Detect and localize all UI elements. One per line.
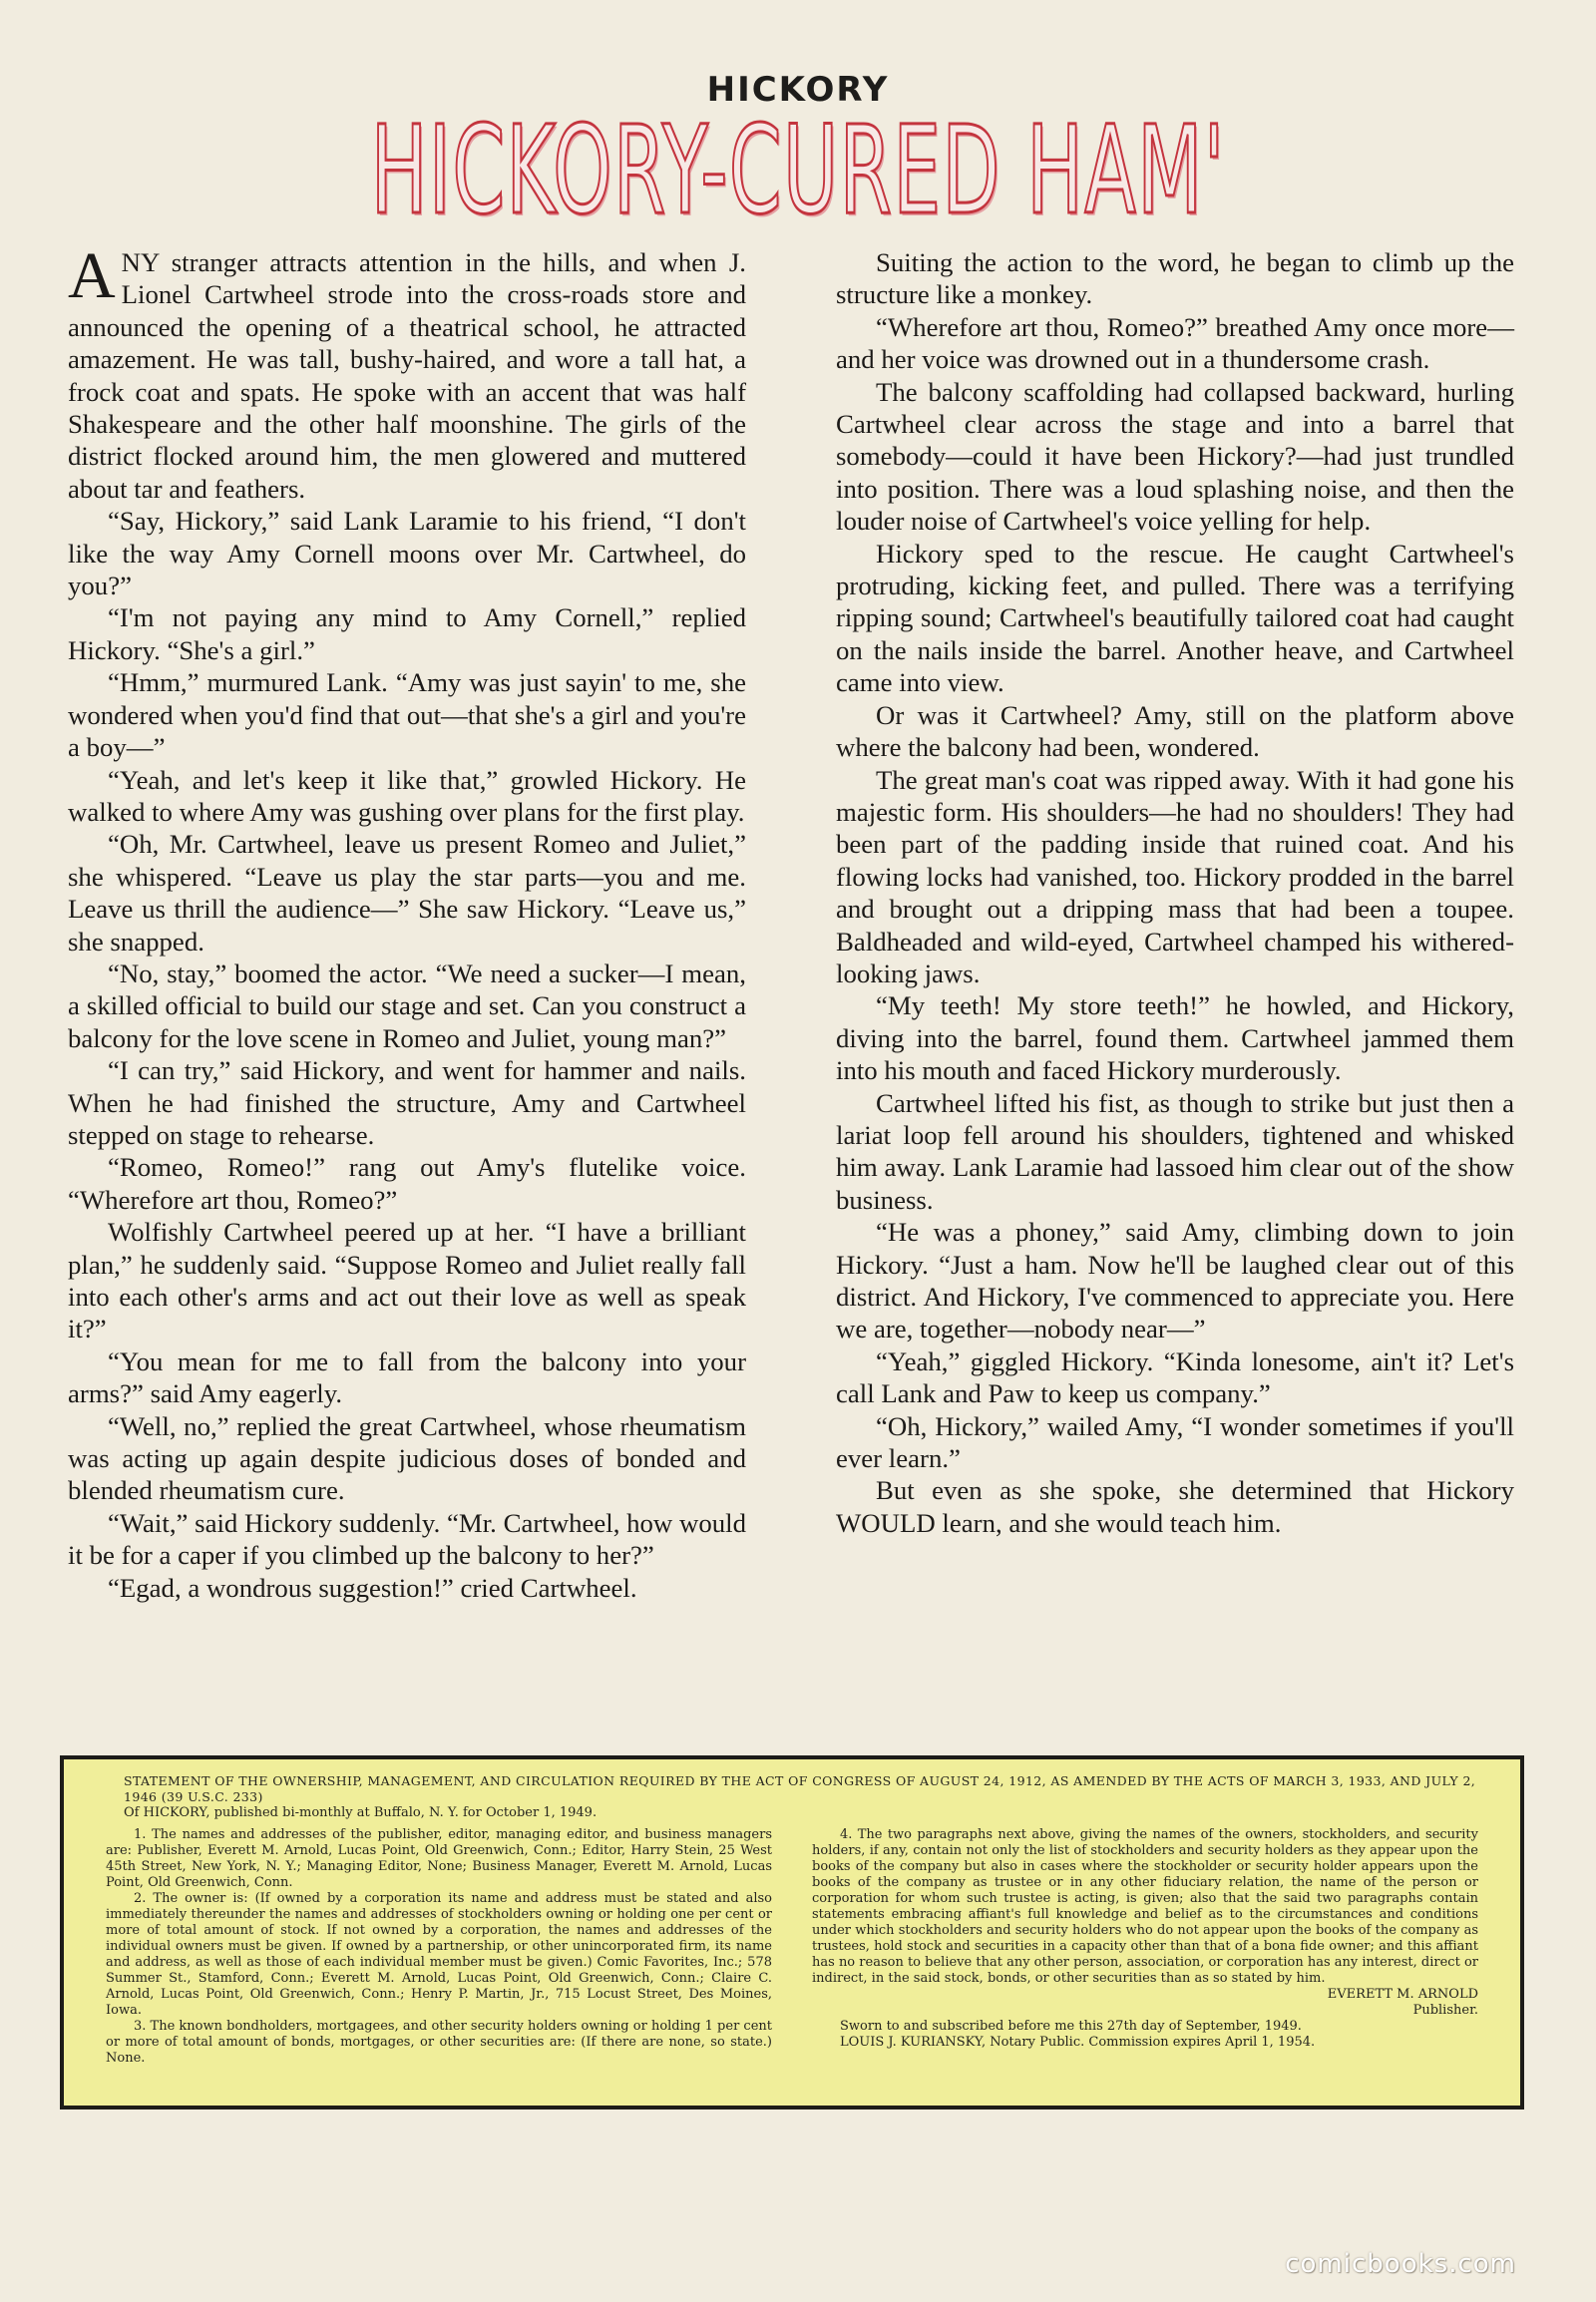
story-paragraph: “Yeah, and let's keep it like that,” growled Hickory. He walked to where Amy was gushing over plans for the first play. — [68, 764, 746, 827]
statement-paragraph: 1. The names and addresses of the publisher, editor, managing editor, and business managers are: Publisher, Everett M. Arnold, Lucas Point, Old Greenwich, Conn.; Editor, Harry Stein, 25 West 45th Street, New York, N. Y.; Managing Editor, None; Business Manager, Everett M. Arnold, Lucas Point, Old Greenwich, Conn. — [106, 1827, 772, 1890]
story-paragraph: “Wherefore art thou, Romeo?” breathed Amy once more—and her voice was drowned out in a thundersome crash. — [836, 311, 1514, 375]
story-paragraph: Hickory sped to the rescue. He caught Cartwheel's protruding, kicking feet, and pulled. There was a terrifying ripping sound; Cartwheel's beautifully tailored coat had caught on the nails inside the barrel. Another heave, and Cartwheel came into view. — [836, 538, 1514, 698]
story-paragraph: “Egad, a wondrous suggestion!” cried Cartwheel. — [108, 1572, 637, 1603]
story-paragraph: “Oh, Hickory,” wailed Amy, “I wonder sometimes if you'll ever learn.” — [836, 1410, 1514, 1474]
story-paragraph: Or was it Cartwheel? Amy, still on the platform above where the balcony had been, wondered. — [836, 699, 1514, 763]
story-paragraph: “Romeo, Romeo!” rang out Amy's flutelike voice. “Wherefore art thou, Romeo?” — [68, 1152, 746, 1215]
statement-column-left — [106, 1827, 772, 2067]
drop-cap: A — [68, 239, 116, 312]
story-paragraph: Cartwheel lifted his fist, as though to strike but just then a lariat loop fell around his shoulders, tightened and whisked him away. Lank Laramie had lassoed him clear out of the show business. — [836, 1087, 1514, 1215]
ownership-statement-box — [60, 1755, 1524, 2110]
story-paragraph: “Yeah,” giggled Hickory. “Kinda lonesome, ain't it? Let's call Lank and Paw to keep us company.” — [836, 1345, 1514, 1409]
story-paragraph: “No, stay,” boomed the actor. “We need a sucker—I mean, a skilled official to build our stage and set. Can you construct a balcony for the love scene in Romeo and Juliet, young man?” — [68, 958, 746, 1053]
statement-paragraph: 3. The known bondholders, mortgagees, and other security holders owning or holding 1 per cent or more of total amount of bonds, mortgages, or other securities are: (If there are none, so state.) None. — [106, 2019, 772, 2066]
story-title: HICKORY-CURED HAM' — [370, 100, 1226, 241]
story-paragraph: ANY stranger attracts attention in the hills, and when J. Lionel Cartwheel strode into the cross-roads store and announced the opening of a theatrical school, he attracted amazement. He was tall, bushy-haired, and wore a tall hat, a frock coat and spats. He spoke with an accent that was half Shakespeare and the other half moonshine. The girls of the district flocked around him, the men glowered and muttered about tar and feathers. — [68, 239, 746, 504]
statement-paragraph: 2. The owner is: (If owned by a corporation its name and address must be stated and also immediately thereunder the names and addresses of stockholders owning or holding one per cent or more of total amount of stock. If not owned by a corporation, the names and addresses of the individual owners must be given. If owned by a partnership, or other unincorporated firm, its name and address, as well as those of each individual member must be given.) Comic Favorites, Inc.; 578 Summer St., Stamford, Conn.; Everett M. Arnold, Lucas Point, Old Greenwich, Conn.; Claire C. Arnold, Lucas Point, Old Greenwich, Conn.; Henry P. Martin, Jr., 715 Locust Street, Des Moines, Iowa. — [106, 1891, 772, 2018]
story-paragraph: “Well, no,” replied the great Cartwheel, whose rheumatism was acting up again despite judicious doses of bonded and blended rheumatism cure. — [68, 1410, 746, 1506]
story-paragraph: Suiting the action to the word, he began to climb up the structure like a monkey. — [836, 247, 1514, 310]
story-paragraph: “I can try,” said Hickory, and went for hammer and nails. When he had finished the structure, Amy and Cartwheel stepped on stage to rehearse. — [68, 1055, 746, 1150]
story-paragraph: But even as she spoke, she determined that Hickory WOULD learn, and she would teach him. — [836, 1475, 1514, 1538]
story-paragraph: “Oh, Mr. Cartwheel, leave us present Romeo and Juliet,” she whispered. “Leave us play the star parts—you and me. Leave us thrill the audience—” She saw Hickory. “Leave us,” she snapped. — [68, 829, 746, 957]
story-paragraph: “I'm not paying any mind to Amy Cornell,” replied Hickory. “She's a girl.” — [68, 602, 746, 665]
statement-paragraph: 4. The two paragraphs next above, giving the names of the owners, stockholders, and security holders, if any, contain not only the list of stockholders and security holders as they appear upon the books of the company but also in cases where the stockholder or security holder appears upon the books of the company as trustee or in any other fiduciary relation, the name of the person or corporation for whom such trustee is acting, is given; also that the said two paragraphs contain statements embracing affiant's full knowledge and belief as to the circumstances and conditions under which stockholders and security holders who do not appear upon the books of the company as trustees, hold stock and securities in a capacity other than that of a bona fide owner; and this affiant has no reason to believe that any other person, association, or corporation has any interest, direct or indirect, in the said stock, bonds, or other securities than as so stated by him. — [812, 1827, 1478, 1986]
story-paragraph: “Wait,” said Hickory suddenly. “Mr. Cartwheel, how would it be for a caper if you climbed up the balcony to her?” — [68, 1507, 746, 1571]
statement-columns — [106, 1827, 1478, 2067]
story-paragraph: “You mean for me to fall from the balcony into your arms?” said Amy eagerly. — [68, 1345, 746, 1409]
story-paragraph: The great man's coat was ripped away. With it had gone his majestic form. His shoulders—he had no shoulders! They had been part of the padding inside that ruined coat. And his flowing locks had vanished, too. Hickory prodded in the barrel and brought out a dripping mass that had been a toupee. Baldheaded and wild-eyed, Cartwheel champed his withered-looking jaws. — [836, 764, 1514, 988]
statement-column-right — [812, 1827, 1478, 2067]
publisher-signature: EVERETT M. ARNOLD — [1327, 1987, 1478, 2002]
story-column-right — [836, 246, 1514, 1539]
series-kicker: HICKORY — [706, 70, 890, 110]
story-paragraph: “He was a phoney,” said Amy, climbing down to join Hickory. “Just a ham. Now he'll be laughed clear out of this district. And Hickory, I've commenced to appreciate you. Here we are, together—nobody near—” — [836, 1217, 1514, 1344]
story-column-left — [68, 239, 746, 1604]
site-watermark: comicbooks.com — [1285, 2249, 1516, 2279]
story-paragraph: “My teeth! My store teeth!” he howled, and Hickory, diving into the barrel, found them. Cartwheel jammed them into his mouth and faced Hickory murderously. — [836, 990, 1514, 1086]
story-paragraph: The balcony scaffolding had collapsed backward, hurling Cartwheel clear across the stage and into a barrel that somebody—could it have been Hickory?—had just trundled into position. There was a loud splashing noise, and then the louder noise of Cartwheel's voice yelling for help. — [836, 376, 1514, 537]
story-title-wrap — [0, 100, 1596, 241]
notary-line: LOUIS J. KURIANSKY, Notary Public. Commission expires April 1, 1954. — [840, 2035, 1316, 2050]
publisher-title: Publisher. — [1412, 2003, 1478, 2018]
story-paragraph: “Hmm,” murmured Lank. “Amy was just sayin' to me, she wondered when you'd find that out—that she's a girl and you're a boy—” — [68, 667, 746, 763]
statement-heading: STATEMENT OF THE OWNERSHIP, MANAGEMENT, AND CIRCULATION REQUIRED BY THE ACT OF CONGRESS OF AUGUST 24, 1912, AS AMENDED BY THE ACTS OF MARCH 3, 1933, AND JULY 2, 1946 (39 U.S.C. 233) — [124, 1773, 1476, 1804]
sworn-statement: Sworn to and subscribed before me this 27th day of September, 1949. — [840, 2019, 1302, 2034]
story-paragraph: Wolfishly Cartwheel peered up at her. “I have a brilliant plan,” he suddenly said. “Suppose Romeo and Juliet really fall into each other's arms and act out their love as well as speak it?” — [68, 1217, 746, 1344]
statement-subheading: Of HICKORY, published bi-monthly at Buffalo, N. Y. for October 1, 1949. — [124, 1805, 598, 1820]
story-paragraph: “Say, Hickory,” said Lank Laramie to his friend, “I don't like the way Amy Cornell moons over Mr. Cartwheel, do you?” — [68, 506, 746, 601]
